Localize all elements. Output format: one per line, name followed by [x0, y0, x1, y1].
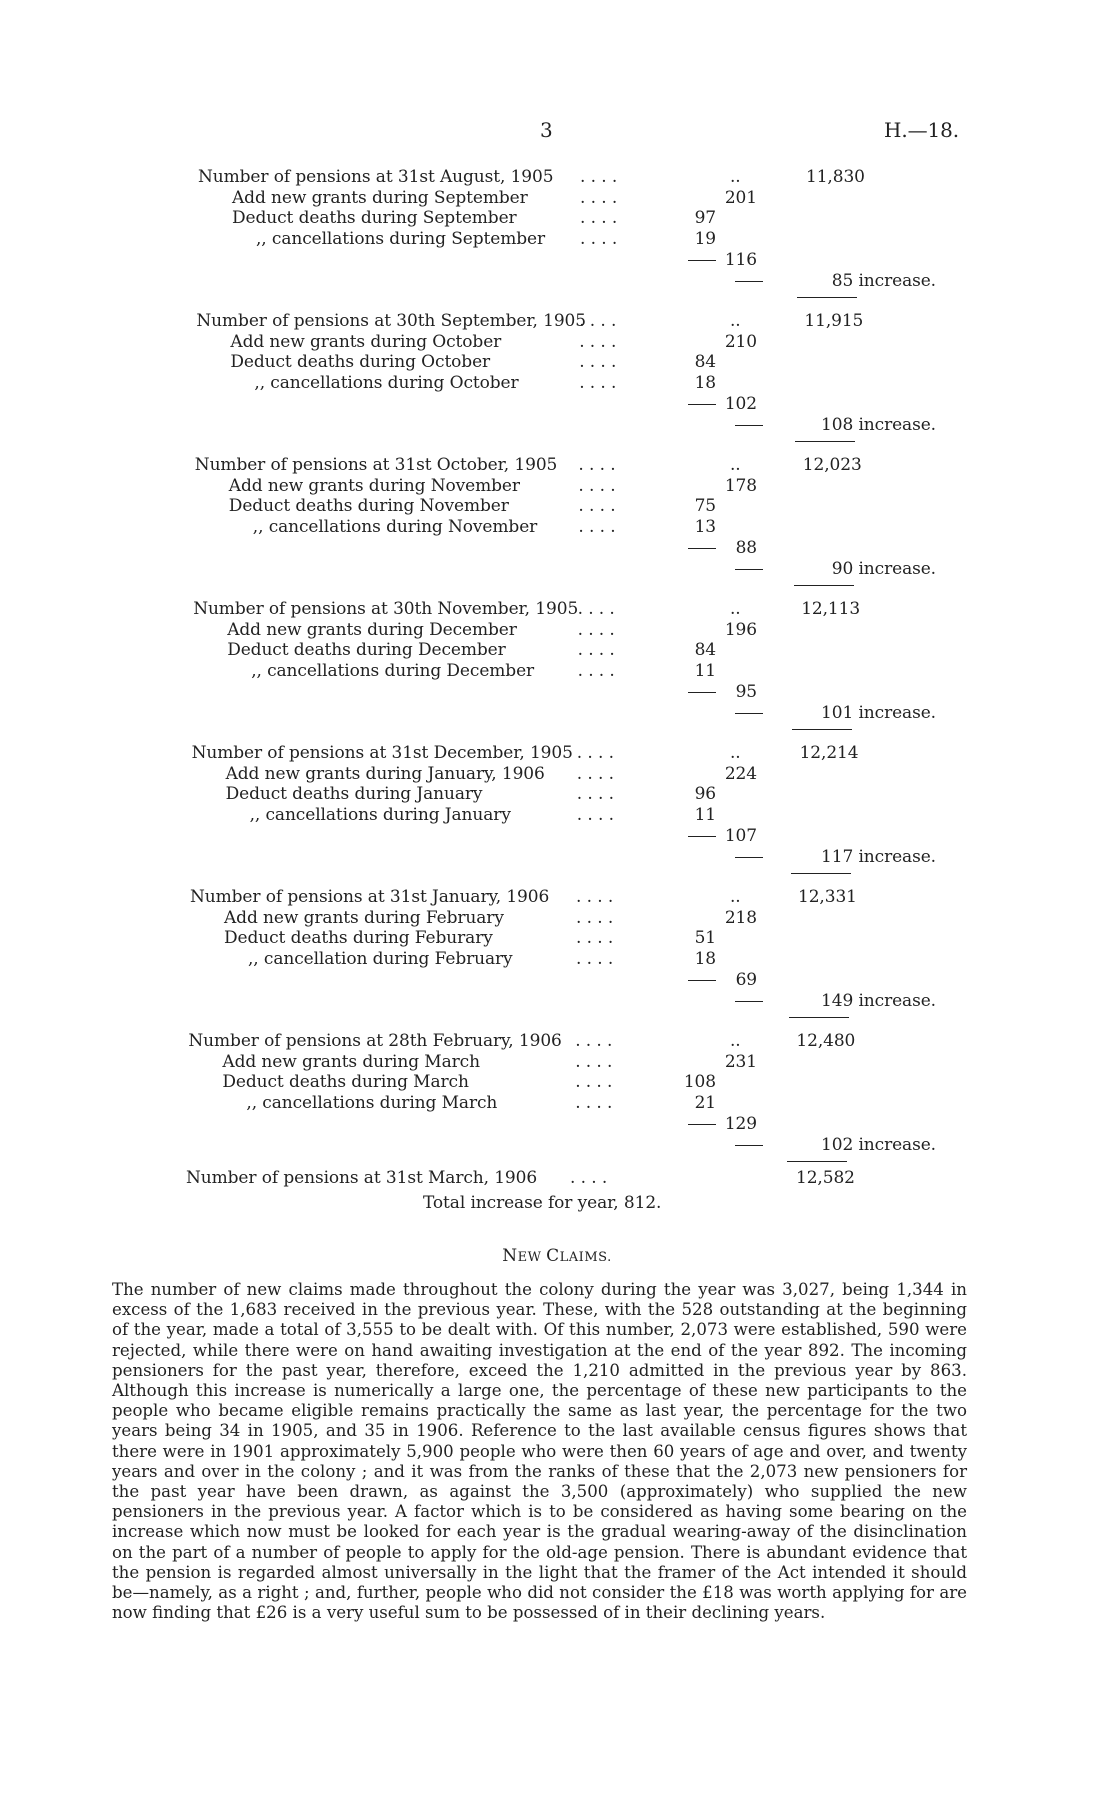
net-change-value: 88 — [735, 537, 757, 558]
opening-pensions-label: Number of pensions at 31st December, 1905 — [191, 743, 573, 763]
leader-dots: . . . . — [577, 661, 615, 682]
total-rule — [789, 1017, 849, 1018]
cancellations-label: ,, cancellations during November — [252, 517, 538, 538]
total-rule — [795, 441, 855, 442]
cancellations-value: 18 — [694, 949, 716, 970]
cancellations-value: 11 — [694, 805, 716, 826]
leader-dots: . . . . — [576, 784, 614, 805]
leader-dots: . . . . — [576, 763, 614, 784]
deaths-value: 96 — [694, 784, 716, 805]
opening-pensions-value: 12,480 — [796, 1031, 856, 1051]
net-change-value: 95 — [735, 681, 757, 702]
opening-pensions-value: 12,023 — [802, 455, 862, 475]
new-grants-value: 210 — [724, 331, 757, 352]
deaths-label: Deduct deaths during January — [225, 784, 483, 805]
leader-dots: . . . . — [576, 907, 614, 928]
new-grants-label: Add new grants during January, 1906 — [225, 763, 545, 784]
final-pensions-label: Number of pensions at 31st March, 1906 — [186, 1168, 538, 1188]
opening-pensions-value: 12,113 — [801, 599, 861, 619]
increase-value: 90 increase. — [831, 558, 936, 579]
increase-value: 108 increase. — [821, 414, 936, 435]
leader-dots: . . . . — [576, 805, 614, 826]
total-rule — [787, 1161, 847, 1162]
new-claims-paragraph: The number of new claims made throughout the colony during the year was 3,027, being 1,344 in excess of the 1,683 received in the previous year. These, with the 528 outstanding at the beginning of the year, made a total of 3,555 to be dealt with. Of this number, 2,073 were established, 590 were rejected, while there were on hand awaiting investigation at the end of the year 892. The incoming pensioners for the past year, therefore, exceed the 1,210 admitted in the previous year by 863. Although this increase is numerically a large one, the percentage of these new participants to the people who became eligible remains practically the same as last year, the percentage for the two years being 34 in 1905, and 35 in 1906. Reference to the last available census figures shows that there were in 1901 approximately 5,900 people who were then 60 years of age and over, and twenty years and over in the colony ; and it was from the ranks of these that the 2,073 new pensioners for the past year have been drawn, as against the 3,500 (approximately) who supplied the new pensioners in the previous year. A factor which is to be considered as having some bearing on the increase which now must be looked for each year is the gradual wearing-away of the disinclination on the part of a number of people to apply for the old-age pension. There is abundant evidence that the pension is regarded almost universally in the light that the framer of the Act intended it should be—namely, as a right ; and, further, people who did not consider the £18 was worth applying for are now finding that £26 is a very useful sum to be possessed of in their declining years. — [112, 1280, 967, 1623]
leader-dots: . . . . — [578, 496, 616, 517]
new-grants-value: 201 — [724, 187, 757, 208]
deaths-label: Deduct deaths during October — [230, 352, 491, 373]
final-leader: . . . . — [570, 1168, 608, 1188]
increase-value: 102 increase. — [821, 1134, 936, 1155]
cancellations-label: ,, cancellations during March — [246, 1093, 498, 1114]
cancellations-value: 18 — [694, 373, 716, 394]
leader-dots: . . . . — [575, 1051, 613, 1072]
leader-dots: . . . . — [579, 311, 617, 331]
net-change-value: 69 — [735, 969, 757, 990]
net-change-value: 102 — [724, 393, 757, 414]
net-rule — [735, 1001, 763, 1002]
total-rule — [794, 585, 854, 586]
net-change-value: 129 — [724, 1113, 757, 1134]
leader-dots: . . . . — [579, 331, 617, 352]
page-number: 3 — [540, 118, 553, 142]
total-rule — [792, 729, 852, 730]
deaths-value: 97 — [694, 208, 716, 229]
cancellations-value: 11 — [694, 661, 716, 682]
increase-value: 117 increase. — [821, 846, 936, 867]
increase-value: 85 increase. — [831, 270, 936, 291]
net-rule — [735, 857, 763, 858]
leader-dots: . . . . — [576, 928, 614, 949]
leader-dots: . . . . — [580, 229, 618, 250]
new-grants-label: Add new grants during February — [224, 907, 504, 928]
total-increase: Total increase for year, 812. — [423, 1193, 662, 1213]
leader-dots: .. — [730, 167, 741, 187]
new-grants-value: 178 — [724, 475, 757, 496]
leader-dots: . . . . — [577, 599, 615, 619]
deaths-label: Deduct deaths during November — [228, 496, 509, 517]
leader-dots: . . . . — [576, 949, 614, 970]
leader-dots: . . . . — [578, 517, 616, 538]
opening-pensions-label: Number of pensions at 30th September, 1905 — [196, 311, 586, 331]
leader-dots: . . . . — [577, 619, 615, 640]
leader-dots: . . . . — [577, 640, 615, 661]
new-grants-label: Add new grants during March — [222, 1051, 480, 1072]
leader-dots: . . . . — [580, 208, 618, 229]
deaths-label: Deduct deaths during March — [222, 1072, 469, 1093]
deaths-label: Deduct deaths during Feburary — [224, 928, 493, 949]
deaths-value: 84 — [694, 352, 716, 373]
opening-pensions-value: 12,214 — [799, 743, 859, 763]
cancellations-label: ,, cancellations during October — [254, 373, 519, 394]
opening-pensions-value: 11,830 — [806, 167, 865, 187]
opening-pensions-value: 11,915 — [804, 311, 864, 331]
increase-value: 101 increase. — [821, 702, 936, 723]
leader-dots: . . . . — [580, 187, 618, 208]
new-grants-value: 224 — [724, 763, 757, 784]
leader-dots: . . . . — [576, 743, 614, 763]
total-rule — [791, 873, 851, 874]
deaths-label: Deduct deaths during December — [227, 640, 506, 661]
leader-dots: .. — [730, 743, 741, 763]
net-change-value: 107 — [724, 825, 757, 846]
opening-pensions-label: Number of pensions at 28th February, 1906 — [188, 1031, 562, 1051]
new-grants-label: Add new grants during October — [230, 331, 502, 352]
total-rule — [797, 297, 857, 298]
new-grants-value: 196 — [724, 619, 757, 640]
new-grants-label: Add new grants during September — [232, 187, 528, 208]
leader-dots: .. — [730, 1031, 741, 1051]
opening-pensions-label: Number of pensions at 31st October, 1905 — [194, 455, 558, 475]
net-rule — [735, 569, 763, 570]
net-rule — [735, 713, 763, 714]
leader-dots: . . . . — [575, 1031, 613, 1051]
opening-pensions-label: Number of pensions at 31st August, 1905 — [198, 167, 554, 187]
leader-dots: . . . . — [575, 1072, 613, 1093]
leader-dots: . . . . — [579, 352, 617, 373]
leader-dots: . . . . — [576, 887, 614, 907]
net-rule — [735, 1145, 763, 1146]
section-title: NEW CLAIMS. — [502, 1246, 612, 1266]
leader-dots: .. — [730, 455, 741, 475]
leader-dots: . . . . — [578, 475, 616, 496]
new-grants-label: Add new grants during November — [228, 475, 520, 496]
cancellations-label: ,, cancellation during February — [248, 949, 513, 970]
cancellations-value: 19 — [694, 229, 716, 250]
cancellations-value: 13 — [694, 517, 716, 538]
opening-pensions-label: Number of pensions at 31st January, 1906 — [190, 887, 550, 907]
leader-dots: . . . . — [575, 1093, 613, 1114]
new-grants-value: 218 — [724, 907, 757, 928]
deaths-value: 51 — [694, 928, 716, 949]
leader-dots: . . . . — [580, 167, 618, 187]
final-pensions-value: 12,582 — [796, 1168, 855, 1188]
leader-dots: .. — [730, 311, 741, 331]
deaths-value: 108 — [683, 1072, 716, 1093]
leader-dots: . . . . — [578, 455, 616, 475]
document-id: H.—18. — [884, 118, 960, 142]
deaths-value: 75 — [694, 496, 716, 517]
deaths-label: Deduct deaths during September — [232, 208, 517, 229]
cancellations-label: ,, cancellations during January — [249, 805, 511, 826]
opening-pensions-label: Number of pensions at 30th November, 1905 — [193, 599, 579, 619]
leader-dots: .. — [730, 887, 741, 907]
cancellations-label: ,, cancellations during September — [256, 229, 545, 250]
deaths-value: 84 — [694, 640, 716, 661]
new-grants-value: 231 — [724, 1051, 757, 1072]
leader-dots: .. — [730, 599, 741, 619]
cancellations-value: 21 — [694, 1093, 716, 1114]
net-change-value: 116 — [724, 249, 757, 270]
new-grants-label: Add new grants during December — [227, 619, 517, 640]
opening-pensions-value: 12,331 — [798, 887, 857, 907]
net-rule — [735, 281, 763, 282]
leader-dots: . . . . — [579, 373, 617, 394]
increase-value: 149 increase. — [821, 990, 936, 1011]
net-rule — [735, 425, 763, 426]
cancellations-label: ,, cancellations during December — [251, 661, 535, 682]
